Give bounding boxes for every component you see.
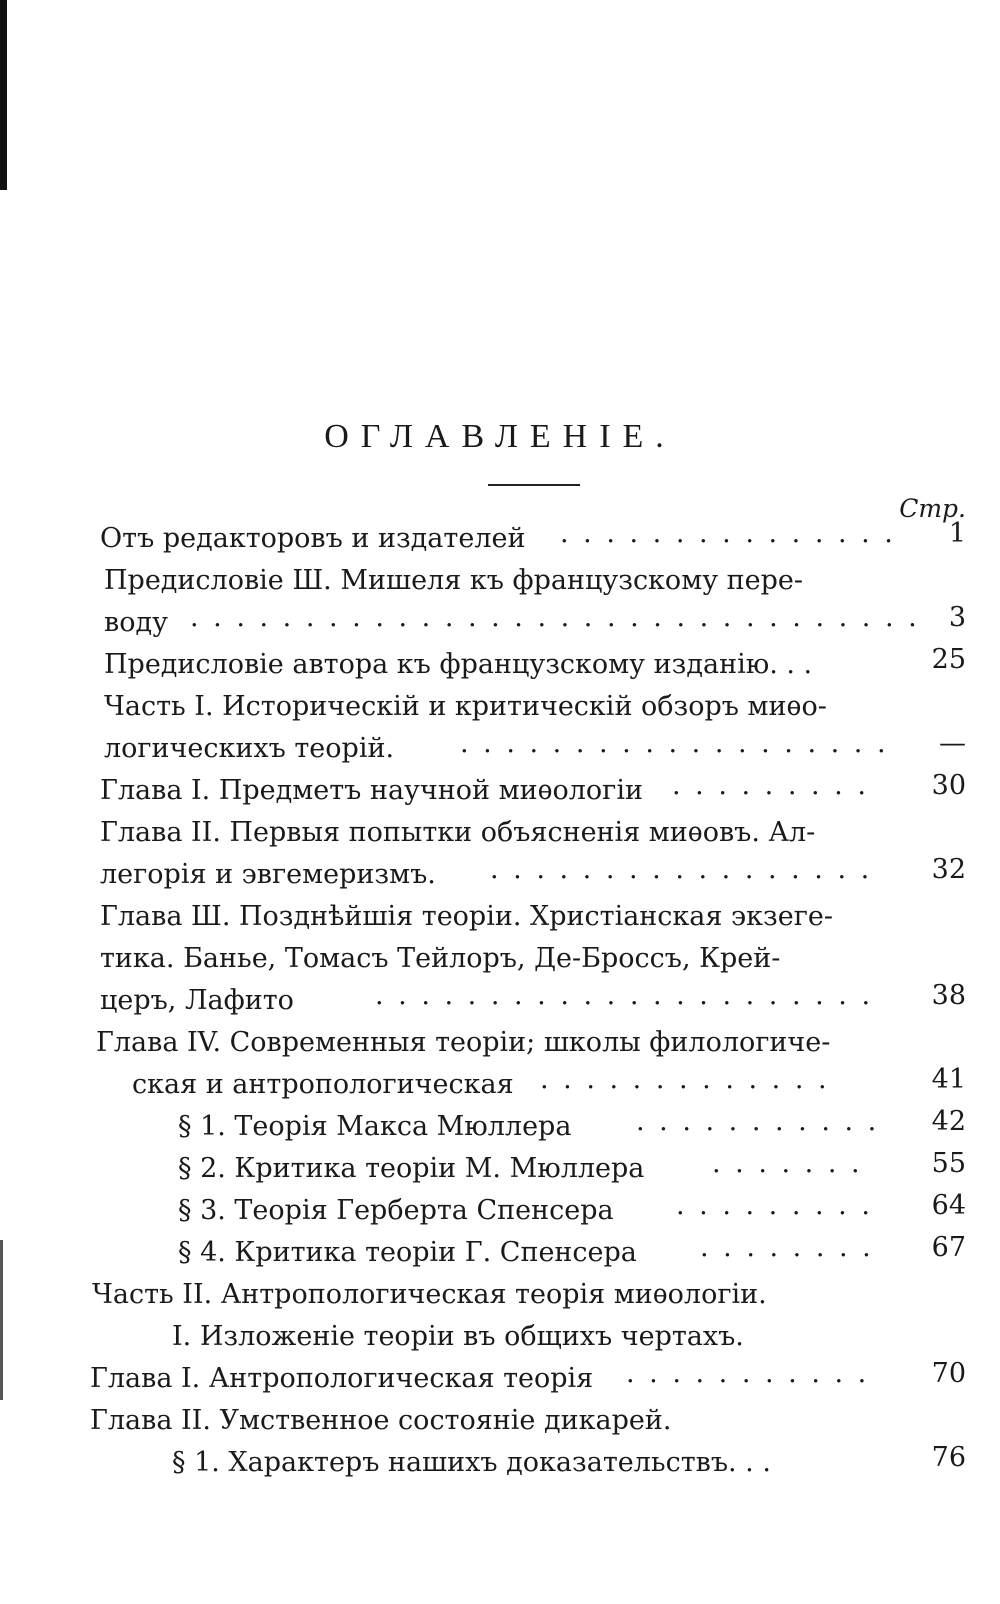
toc-entry-part-1-cont bbox=[104, 728, 394, 770]
toc-entry-section-4 bbox=[178, 1232, 637, 1274]
dot-leader: . . . . . . . . . . . bbox=[636, 1106, 880, 1137]
page-number: 1 bbox=[948, 518, 966, 549]
toc-entry-chapter-3-cont2 bbox=[100, 980, 294, 1022]
page-number: 3 bbox=[948, 602, 966, 633]
dot-leader: . . . . . . . . . bbox=[676, 1190, 873, 1221]
toc-entry-part-2-chapter-2 bbox=[90, 1400, 671, 1442]
page-number: 55 bbox=[931, 1148, 966, 1179]
toc-entry-section-1 bbox=[178, 1106, 571, 1148]
toc-entry-text: § 2. Критика теоріи М. Мюллера bbox=[178, 1153, 645, 1184]
dot-leader: . . . . . . . . . . . . . bbox=[540, 1064, 830, 1095]
page-number: 30 bbox=[931, 770, 966, 801]
toc-entry-section-2 bbox=[178, 1148, 644, 1190]
dot-leader: . . . . . . . . . . . . . . . bbox=[560, 518, 896, 549]
dot-leader: . . . . . . . . . . . . . . . . . . . bbox=[460, 728, 889, 759]
toc-entry-chapter-3-cont bbox=[100, 938, 780, 980]
toc-entry-text: логическихъ теорій. bbox=[104, 733, 395, 764]
toc-entry-chapter-4-cont bbox=[132, 1064, 514, 1106]
toc-entry-part-2 bbox=[92, 1274, 767, 1316]
dot-leader: . . . . . . . . bbox=[700, 1232, 874, 1263]
page-number: 67 bbox=[931, 1232, 966, 1263]
toc-entry-section-3 bbox=[178, 1190, 614, 1232]
toc-entry-text: Предисловіе автора къ французскому изданію. . . bbox=[104, 649, 813, 680]
toc-entry-preface-michel-cont bbox=[104, 602, 168, 644]
toc-entry-part-1 bbox=[104, 686, 827, 728]
toc-entry-text: Глава I. Антропологическая теорія bbox=[90, 1363, 594, 1394]
page-number: 25 bbox=[931, 644, 966, 675]
toc-entry-chapter-4 bbox=[96, 1022, 830, 1064]
page-title: ОГЛАВЛЕНІЕ. bbox=[324, 418, 676, 455]
title-rule bbox=[488, 484, 580, 486]
toc-entry-text: Предисловіе Ш. Мишеля къ французскому пере- bbox=[104, 565, 804, 596]
page-number: 76 bbox=[931, 1442, 966, 1473]
page-number: 64 bbox=[931, 1190, 966, 1221]
toc-entry-text: Глава I. Предметъ научной миѳологіи bbox=[100, 775, 643, 806]
toc-entry-part-2-chapter-1 bbox=[90, 1358, 593, 1400]
toc-entry-editors bbox=[100, 518, 525, 560]
toc-entry-chapter-3 bbox=[100, 896, 833, 938]
toc-entry-chapter-2-cont bbox=[100, 854, 436, 896]
dot-leader: . . . . . . . bbox=[712, 1148, 863, 1179]
toc-entry-chapter-1 bbox=[100, 770, 643, 812]
toc-entry-text: § 4. Критика теоріи Г. Спенсера bbox=[178, 1237, 637, 1268]
dot-leader: . . . . . . . . . . . bbox=[626, 1358, 870, 1389]
toc-entry-text: легорія и эвгемеризмъ. bbox=[100, 859, 436, 890]
toc-entry-text: Часть II. Антропологическая теорія миѳологіи. bbox=[92, 1279, 767, 1310]
toc-entry-text: § 3. Теорія Герберта Спенсера bbox=[178, 1195, 614, 1226]
toc-entry-text: I. Изложеніе теоріи въ общихъ чертахъ. bbox=[172, 1321, 744, 1352]
toc-entry-text: Глава II. Умственное состояніе дикарей. bbox=[90, 1405, 672, 1436]
toc-entry-preface-michel bbox=[104, 560, 803, 602]
toc-entry-text: тика. Банье, Томасъ Тейлоръ, Де-Броссъ, Крей- bbox=[100, 943, 781, 974]
toc-entry-text: Глава II. Первыя попытки объясненія миѳовъ. Ал- bbox=[100, 817, 816, 848]
toc-entry-text: воду bbox=[104, 607, 168, 638]
book-spine-shadow bbox=[0, 0, 7, 190]
toc-entry-text: церъ, Лафито bbox=[100, 985, 294, 1016]
toc-entry-text: Глава IV. Современныя теоріи; школы филологиче- bbox=[96, 1027, 831, 1058]
page-number: — bbox=[939, 728, 966, 759]
page-number: 41 bbox=[931, 1064, 966, 1095]
dot-leader: . . . . . . . . . . . . . . . . . bbox=[490, 854, 873, 885]
toc-entry-text: Глава Ш. Позднѣйшія теоріи. Христіанская экзеге- bbox=[100, 901, 833, 932]
toc-entry-part-2-section-1 bbox=[172, 1316, 744, 1358]
toc-entry-chapter-2 bbox=[100, 812, 815, 854]
book-spine-shadow-lower bbox=[0, 1240, 3, 1400]
page-number: 38 bbox=[931, 980, 966, 1011]
toc-entry-text: § 1. Теорія Макса Мюллера bbox=[178, 1111, 572, 1142]
toc-entry-text: Часть I. Историческій и критическій обзоръ миѳо- bbox=[104, 691, 827, 722]
dot-leader: . . . . . . . . . . . . . . . . . . . . . . . . . . . . . . . . bbox=[190, 602, 920, 633]
dot-leader: . . . . . . . . . bbox=[672, 770, 869, 801]
toc-entry-part-2-chapter-2-section-1 bbox=[172, 1442, 771, 1484]
page-number: 32 bbox=[931, 854, 966, 885]
page-column-label: Стр. bbox=[899, 494, 966, 523]
page-number: 70 bbox=[931, 1358, 966, 1389]
toc-entry-text: § 1. Характеръ нашихъ доказательствъ. . . bbox=[172, 1447, 771, 1478]
toc-entry-text: ская и антропологическая bbox=[132, 1069, 514, 1100]
dot-leader: . . . . . . . . . . . . . . . . . . . . . . bbox=[375, 980, 874, 1011]
page-number: 42 bbox=[931, 1106, 966, 1137]
toc-entry-preface-author bbox=[104, 644, 812, 686]
toc-entry-text: Отъ редакторовъ и издателей bbox=[100, 523, 526, 554]
